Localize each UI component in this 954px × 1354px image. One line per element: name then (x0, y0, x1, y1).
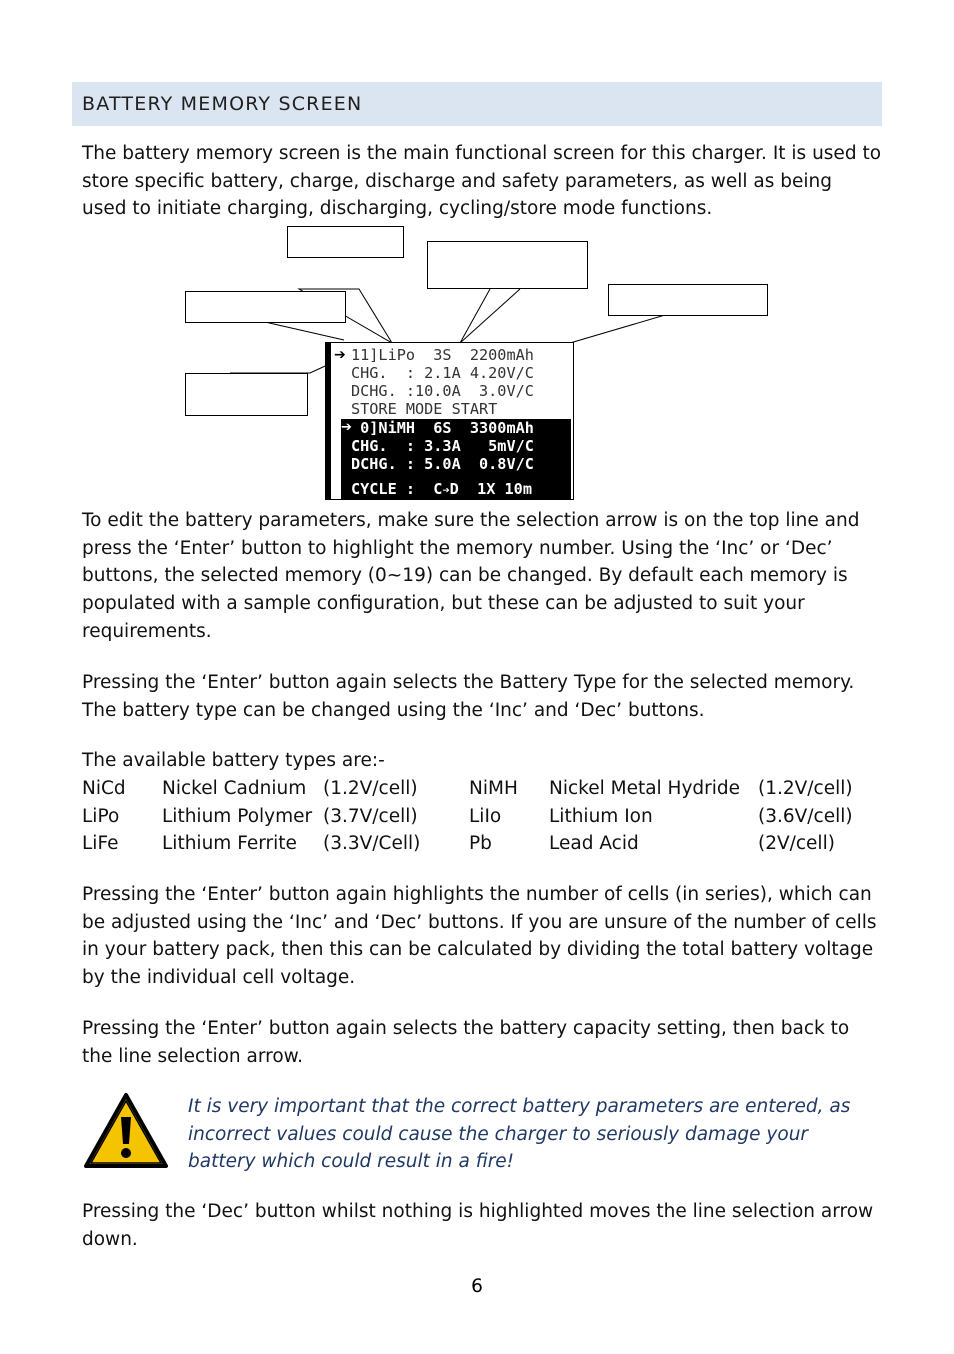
battery-voltage: (3.6V/cell) (758, 806, 853, 827)
edit-paragraph: To edit the battery parameters, make sure the selection arrow is on the top line and press the ‘Enter’ button to highlight the memory number. Using the ‘Inc’ or ‘Dec’ buttons, the selected memory (0~19) can be changed. By default each memory is populated with a sample configuration, but these can be adjusted to suit your requirements. (82, 510, 860, 642)
section-title: BATTERY MEMORY SCREEN (82, 93, 363, 115)
battery-voltage: (3.3V/Cell) (323, 833, 421, 854)
battery-voltage: (2V/cell) (758, 833, 835, 854)
lcd-inv-line-2: CHG. : 3.3A 5mV/C (351, 437, 534, 455)
lcd-inv-line-3: DCHG. : 5.0A 0.8V/C (351, 455, 534, 473)
lcd-screen (325, 342, 574, 500)
battery-code: LiFe (82, 833, 119, 854)
cells-paragraph: Pressing the ‘Enter’ button again highlights the number of cells (in series), which can be adjusted using the ‘Inc’ and ‘Dec’ buttons. If you are unsure of the number of cells in your battery pack, then this can be calculated by dividing the total battery voltage by the individual cell voltage. (82, 884, 877, 989)
callout-box-lower-left (185, 373, 308, 416)
lcd-line-2: CHG. : 2.1A 4.20V/C (351, 364, 534, 382)
lcd-cycle-value: D 1X 10m (449, 480, 532, 498)
battery-name: Nickel Cadnium (162, 778, 307, 799)
battery-voltage: (1.2V/cell) (758, 778, 853, 799)
arrow-icon: ➔ (442, 483, 450, 497)
battery-types-intro: The available battery types are:- (82, 750, 385, 771)
callout-box-left (185, 291, 346, 323)
battery-type-paragraph: Pressing the ‘Enter’ button again selects the Battery Type for the selected memory. The battery type can be changed using the ‘Inc’ and ‘Dec’ buttons. (82, 672, 855, 721)
arrow-icon: ➔ (341, 420, 352, 435)
battery-name: Lead Acid (549, 833, 639, 854)
lcd-line-4: STORE MODE START (351, 400, 498, 418)
battery-name: Lithium Ion (549, 806, 653, 827)
battery-code: LiPo (82, 806, 120, 827)
battery-voltage: (3.7V/cell) (323, 806, 418, 827)
dec-paragraph: Pressing the ‘Dec’ button whilst nothing is highlighted moves the line selection arrow down. (82, 1201, 874, 1250)
battery-name: Lithium Polymer (162, 806, 313, 827)
callout-line-cells-2 (460, 289, 520, 343)
page-number: 6 (471, 1276, 483, 1297)
callout-line-arrow (265, 322, 344, 340)
battery-code: NiMH (469, 778, 518, 799)
battery-name: Lithium Ferrite (162, 833, 297, 854)
lcd-line-1: 11]LiPo 3S 2200mAh (351, 346, 534, 364)
battery-name: Nickel Metal Hydride (549, 778, 741, 799)
callout-box-top (287, 226, 404, 258)
arrow-icon: ➔ (334, 347, 346, 363)
warning-icon (83, 1092, 169, 1170)
callout-line-cells (460, 289, 490, 343)
lcd-cycle-label: CYCLE : C (351, 480, 443, 498)
capacity-paragraph: Pressing the ‘Enter’ button again selects the battery capacity setting, then back to the line selection arrow. (82, 1018, 850, 1067)
lcd-selected-block (341, 419, 571, 499)
callout-line-capacity (570, 315, 680, 343)
lcd-inv-line-4 (351, 480, 532, 499)
callout-line-row (230, 361, 336, 373)
battery-code: NiCd (82, 778, 126, 799)
callout-box-top-center (427, 241, 588, 289)
lcd-inv-line-1: 0]NiMH 6S 3300mAh (351, 419, 534, 437)
battery-code: Pb (469, 833, 492, 854)
warning-text: It is very important that the correct battery parameters are entered, as incorrect values could cause the charger to seriously damage your battery which could result in a fire! (188, 1096, 851, 1173)
callout-box-right (608, 284, 768, 316)
battery-code: LiIo (469, 806, 502, 827)
lcd-line-3: DCHG. :10.0A 3.0V/C (351, 382, 534, 400)
intro-paragraph: The battery memory screen is the main functional screen for this charger. It is used to store specific battery, charge, discharge and safety parameters, as well as being used to initiate charging, discharging, cycling/store mode functions. (82, 143, 882, 220)
battery-voltage: (1.2V/cell) (323, 778, 418, 799)
